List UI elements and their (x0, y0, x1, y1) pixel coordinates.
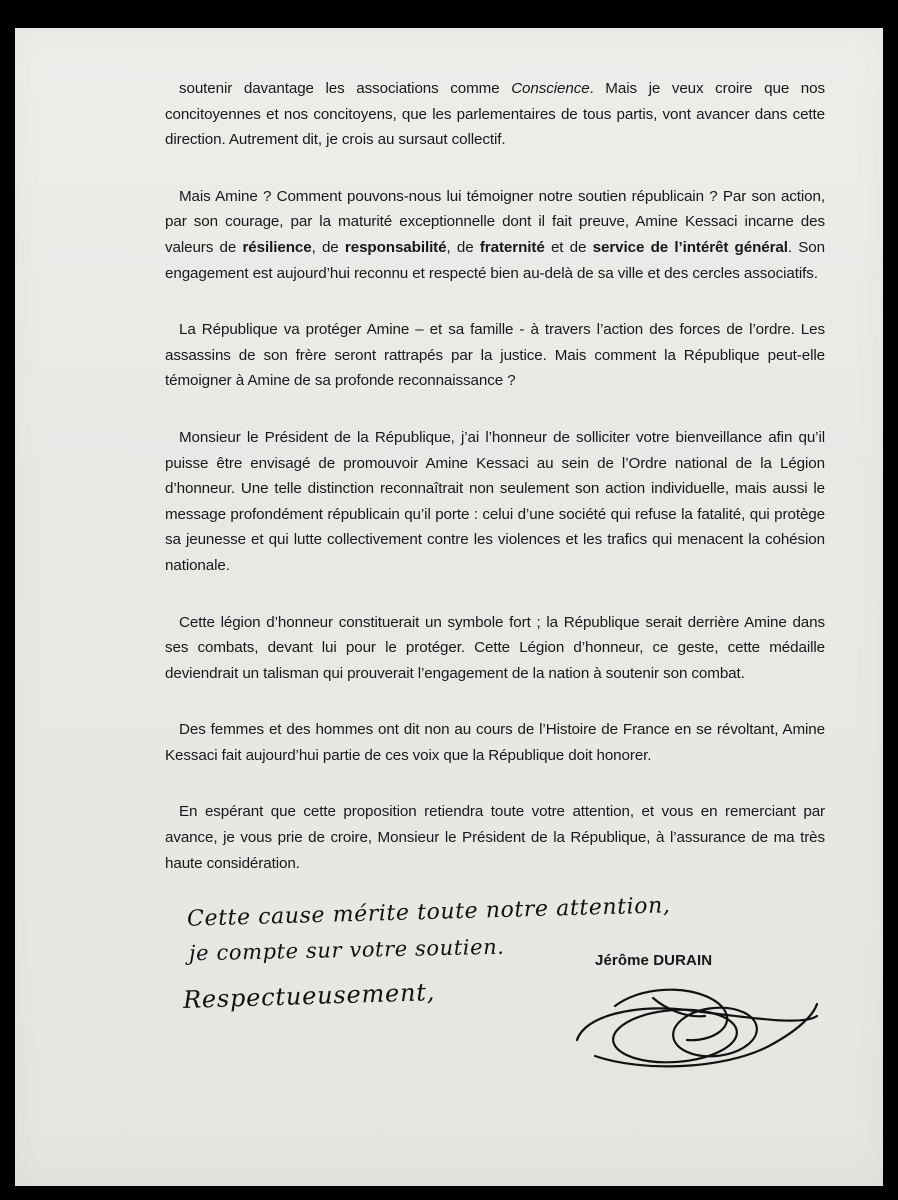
paragraph-1-run-2: Conscience (511, 80, 590, 97)
paragraph-2-run-5: , de (446, 238, 480, 256)
paragraph-4 (165, 425, 825, 579)
paragraph-2-run-2: résilience (242, 238, 312, 256)
paragraph-2-run-3: , de (311, 238, 345, 256)
letter-page (15, 28, 883, 1186)
signature-icon (555, 960, 845, 1095)
paragraph-2-run-7: et de (544, 238, 593, 256)
paragraph-4-run-1: Monsieur le Président de la République, j’ai l’honneur de solliciter votre bienveillance afin qu’il puisse être envisagé de promouvoir Amine Kessaci au sein de l’Ordre national de la Légion d’honneur. Une telle distinction reconnaîtrait non seulement son action individuelle, mais aussi le message profondément républicain qu’il porte : celui d’une société qui refuse la fatalité, qui protège sa jeunesse et qui lutte collectivement contre les violences et les trafics qui menacent la cohésion nationale. (165, 428, 825, 574)
paragraph-2 (165, 184, 825, 286)
paragraph-2-run-1: Mais Amine ? Comment pouvons-nous lui témoigner notre soutien républicain ? Par son action, par son courage, par la maturité exceptionnelle dont il fait preuve, Amine Kessaci incarne des valeurs de (165, 187, 825, 256)
paragraph-7 (165, 799, 825, 876)
paragraph-1-run-3: . Mais je veux croire que nos concitoyennes et nos concitoyens, que les parlementaires de tous partis, vont avancer dans cette direction. Autrement dit, je crois au sursaut collectif. (165, 80, 825, 149)
paragraph-3-run-1: La République va protéger Amine – et sa famille - à travers l’action des forces de l’ordre. Les assassins de son frère seront rattrapés par la justice. Mais comment la République peut-elle témoigner à Amine de sa profonde reconnaissance ? (165, 321, 825, 390)
paragraph-5-run-1: Cette légion d’honneur constituerait un symbole fort ; la République serait derrière Amine dans ses combats, devant lui pour le protéger. Cette Légion d’honneur, ce geste, cette médaille deviendrait un talisman qui prouverait l’engagement de la nation à soutenir son combat. (165, 613, 825, 682)
letter-body (165, 76, 825, 876)
paragraph-2-run-8: service de l’intérêt général (592, 238, 788, 256)
handwritten-line-1: Cette cause mérite toute notre attention, (186, 893, 671, 932)
paragraph-3 (165, 317, 825, 394)
paragraph-2-run-4: responsabilité (344, 238, 447, 256)
handwritten-line-3: Respectueusement, (182, 978, 436, 1014)
signature-block (165, 890, 845, 1130)
paragraph-1 (165, 76, 825, 153)
paragraph-1-run-1: soutenir davantage les associations comme (179, 80, 512, 97)
paragraph-2-run-9: . Son engagement est aujourd’hui reconnu et respecté bien au-delà de sa ville et des cercles associatifs. (165, 238, 825, 282)
paragraph-5 (165, 610, 825, 687)
paragraph-2-run-6: fraternité (479, 238, 545, 256)
handwritten-line-2: je compte sur votre soutien. (188, 934, 505, 966)
paragraph-7-run-1: En espérant que cette proposition retiendra toute votre attention, et vous en remerciant par avance, je vous prie de croire, Monsieur le Président de la République, à l’assurance de ma très haute considération. (165, 803, 825, 872)
paragraph-6-run-1: Des femmes et des hommes ont dit non au cours de l’Histoire de France en se révoltant, Amine Kessaci fait aujourd’hui partie de ces voix que la République doit honorer. (165, 721, 825, 764)
paragraph-6 (165, 717, 825, 768)
signer-name: Jérôme DURAIN (595, 952, 713, 969)
